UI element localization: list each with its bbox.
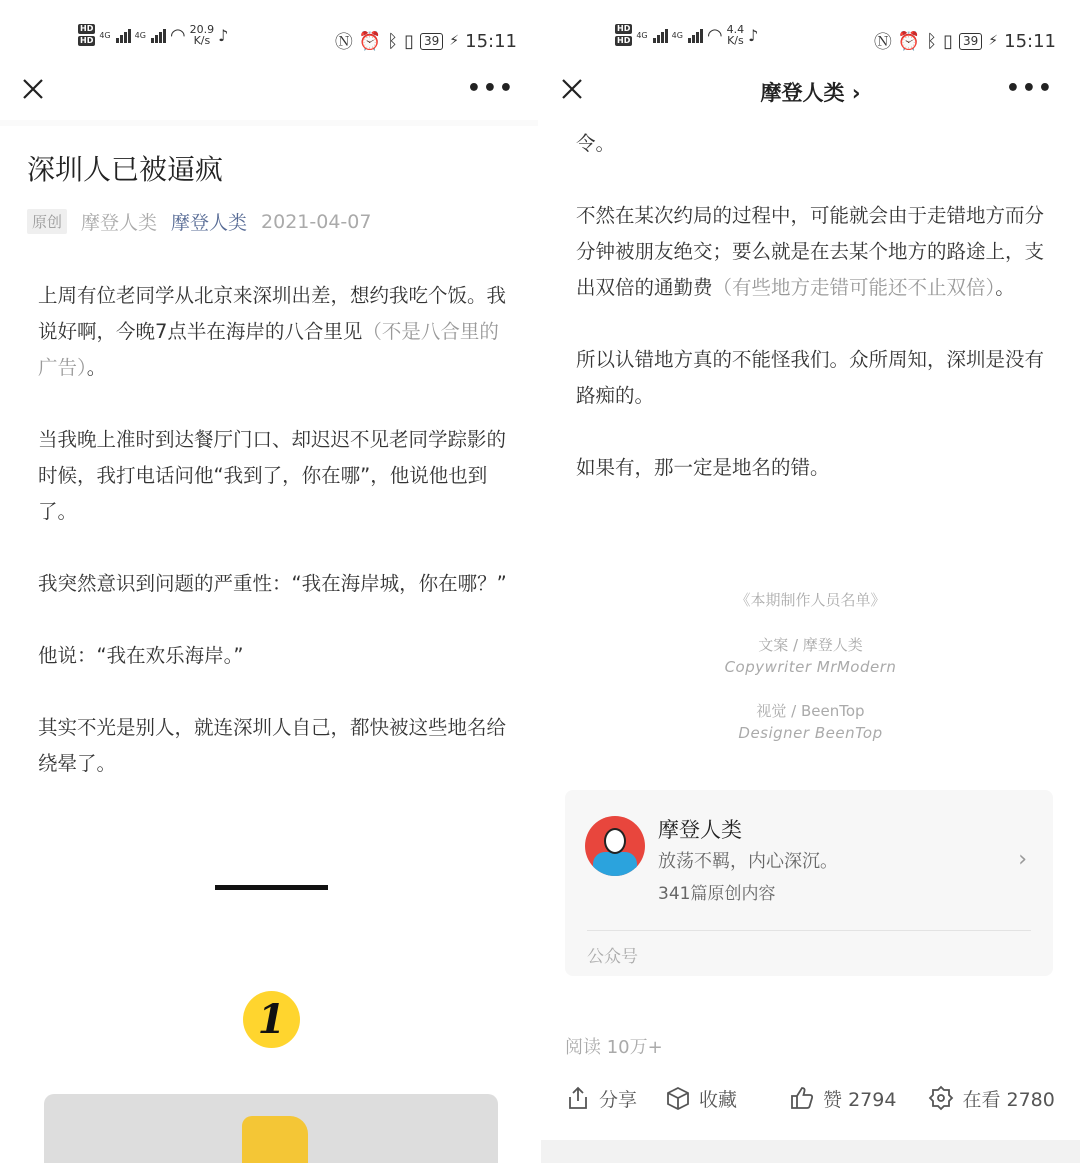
network-indicators: HD HD 4G 4G ◠ 20.9 K/s ♪ [80, 23, 229, 47]
paragraph: 所以认错地方真的不能怪我们。众所周知，深圳是没有路痴的。 [576, 348, 1045, 407]
paragraph: 上周有位老同学从北京来深圳出差，想约我吃个饭。我说好啊，今晚7点半在海岸的八合里见（不是八合里的广告）。 [38, 284, 507, 379]
paragraph: 令。 [576, 132, 616, 155]
hd-icon: HD HD [80, 24, 94, 45]
credits [541, 589, 1080, 766]
article-image [44, 1094, 498, 1163]
cube-icon [665, 1085, 691, 1111]
like-button[interactable] [789, 1085, 896, 1112]
signal-icon [151, 27, 166, 43]
wifi-icon: ◠ [169, 24, 186, 46]
paragraph: 不然在某次约局的过程中，可能就会由于走错地方而分分钟被朋友绝交；要么就是在去某个地方的路途上，支出双倍的通勤费（有些地方走错可能还不止双倍）。 [576, 204, 1045, 299]
paragraph: 其实不光是别人，就连深圳人自己，都快被这些地名给绕晕了。 [38, 716, 507, 775]
collect-button[interactable] [665, 1085, 737, 1112]
article-body [576, 126, 1046, 522]
alarm-icon: ⏰ [358, 30, 382, 52]
watching-button[interactable] [928, 1085, 1054, 1112]
vibrate-icon: ▯ [943, 30, 953, 52]
credit-writer: 文案 / 摩登人类 [758, 636, 863, 654]
section-divider [215, 885, 328, 890]
avatar [585, 816, 645, 876]
paragraph: 他说：“我在欢乐海岸。” [38, 644, 244, 667]
signal-icon [688, 27, 703, 43]
chevron-right-icon: › [844, 81, 861, 105]
paragraph: 当我晚上准时到达餐厅门口、却迟迟不见老同学踪影的时候，我打电话问他“我到了，你在哪”，他说他也到了。 [38, 428, 507, 523]
bluetooth-icon: ᛒ [387, 30, 399, 52]
watching-label: 在看 2780 [962, 1088, 1055, 1111]
nfc-icon: Ⓝ [873, 32, 892, 53]
more-icon[interactable]: ••• [1005, 76, 1054, 101]
vibrate-icon: ▯ [404, 30, 414, 52]
card-divider [587, 930, 1031, 931]
chevron-right-icon: › [1018, 847, 1027, 872]
article-meta [27, 208, 371, 235]
close-icon[interactable] [22, 78, 44, 100]
original-badge: 原创 [27, 209, 67, 234]
credit-visual: 视觉 / BeenTop [756, 702, 865, 720]
nav-title[interactable]: 摩登人类 › [760, 81, 861, 105]
like-label: 赞 2794 [823, 1088, 897, 1111]
net-speed: 4.4 K/s [726, 23, 745, 47]
author-name: 摩登人类 [81, 212, 158, 234]
more-icon[interactable]: ••• [466, 76, 515, 101]
bluetooth-icon: ᛒ [926, 30, 938, 52]
charging-icon: ⚡ [449, 33, 460, 49]
thumbs-up-icon [789, 1085, 815, 1111]
account-link[interactable]: 摩登人类 [171, 212, 248, 234]
read-count: 阅读 10万+ [565, 1037, 663, 1058]
nfc-icon: Ⓝ [334, 32, 353, 53]
action-bar [565, 1080, 1062, 1116]
account-type: 公众号 [587, 947, 638, 967]
nav-divider [0, 120, 541, 126]
right-screen [541, 0, 1080, 1163]
charging-icon: ⚡ [988, 33, 999, 49]
credit-writer-en: Copywriter MrModern [724, 658, 897, 676]
collect-label: 收藏 [699, 1088, 738, 1111]
battery-icon: 39 [959, 33, 982, 50]
article-title: 深圳人已被逼疯 [27, 153, 224, 186]
signal-icon [116, 27, 131, 43]
signal-icon [653, 27, 668, 43]
section-number-badge: 1 [243, 991, 300, 1048]
article-count: 341篇原创内容 [658, 884, 776, 904]
share-button[interactable] [565, 1085, 637, 1112]
share-icon [565, 1085, 591, 1111]
paragraph: 如果有，那一定是地名的错。 [576, 456, 830, 479]
bell-icon: ♪ [748, 25, 759, 45]
wifi-icon: ◠ [706, 24, 723, 46]
credits-title: 《本期制作人员名单》 [735, 591, 886, 609]
account-name: 摩登人类 [658, 818, 742, 842]
top-nav [0, 66, 541, 118]
status-bar [0, 22, 541, 56]
clock: 15:11 [1004, 30, 1056, 52]
bell-icon: ♪ [218, 25, 229, 45]
battery-icon: 39 [420, 33, 443, 50]
watching-icon [928, 1085, 954, 1111]
publish-date: 2021-04-07 [261, 210, 372, 233]
alarm-icon: ⏰ [897, 30, 921, 52]
clock: 15:11 [465, 30, 517, 52]
hand-illustration [242, 1116, 308, 1163]
status-bar [541, 22, 1080, 56]
article-body [38, 278, 508, 818]
paragraph: 我突然意识到问题的严重性：“我在海岸城，你在哪？” [38, 572, 507, 595]
account-desc: 放荡不羁，内心深沉。 [658, 851, 838, 872]
hd-icon: HD HD [617, 24, 631, 45]
share-label: 分享 [599, 1088, 638, 1111]
credit-visual-en: Designer BeenTop [738, 724, 883, 742]
net-speed: 20.9 K/s [189, 23, 215, 47]
bottom-area [541, 1140, 1080, 1163]
network-indicators: HD HD 4G 4G ◠ 4.4 K/s ♪ [617, 23, 759, 47]
account-card[interactable] [565, 790, 1053, 976]
top-nav [541, 66, 1080, 118]
